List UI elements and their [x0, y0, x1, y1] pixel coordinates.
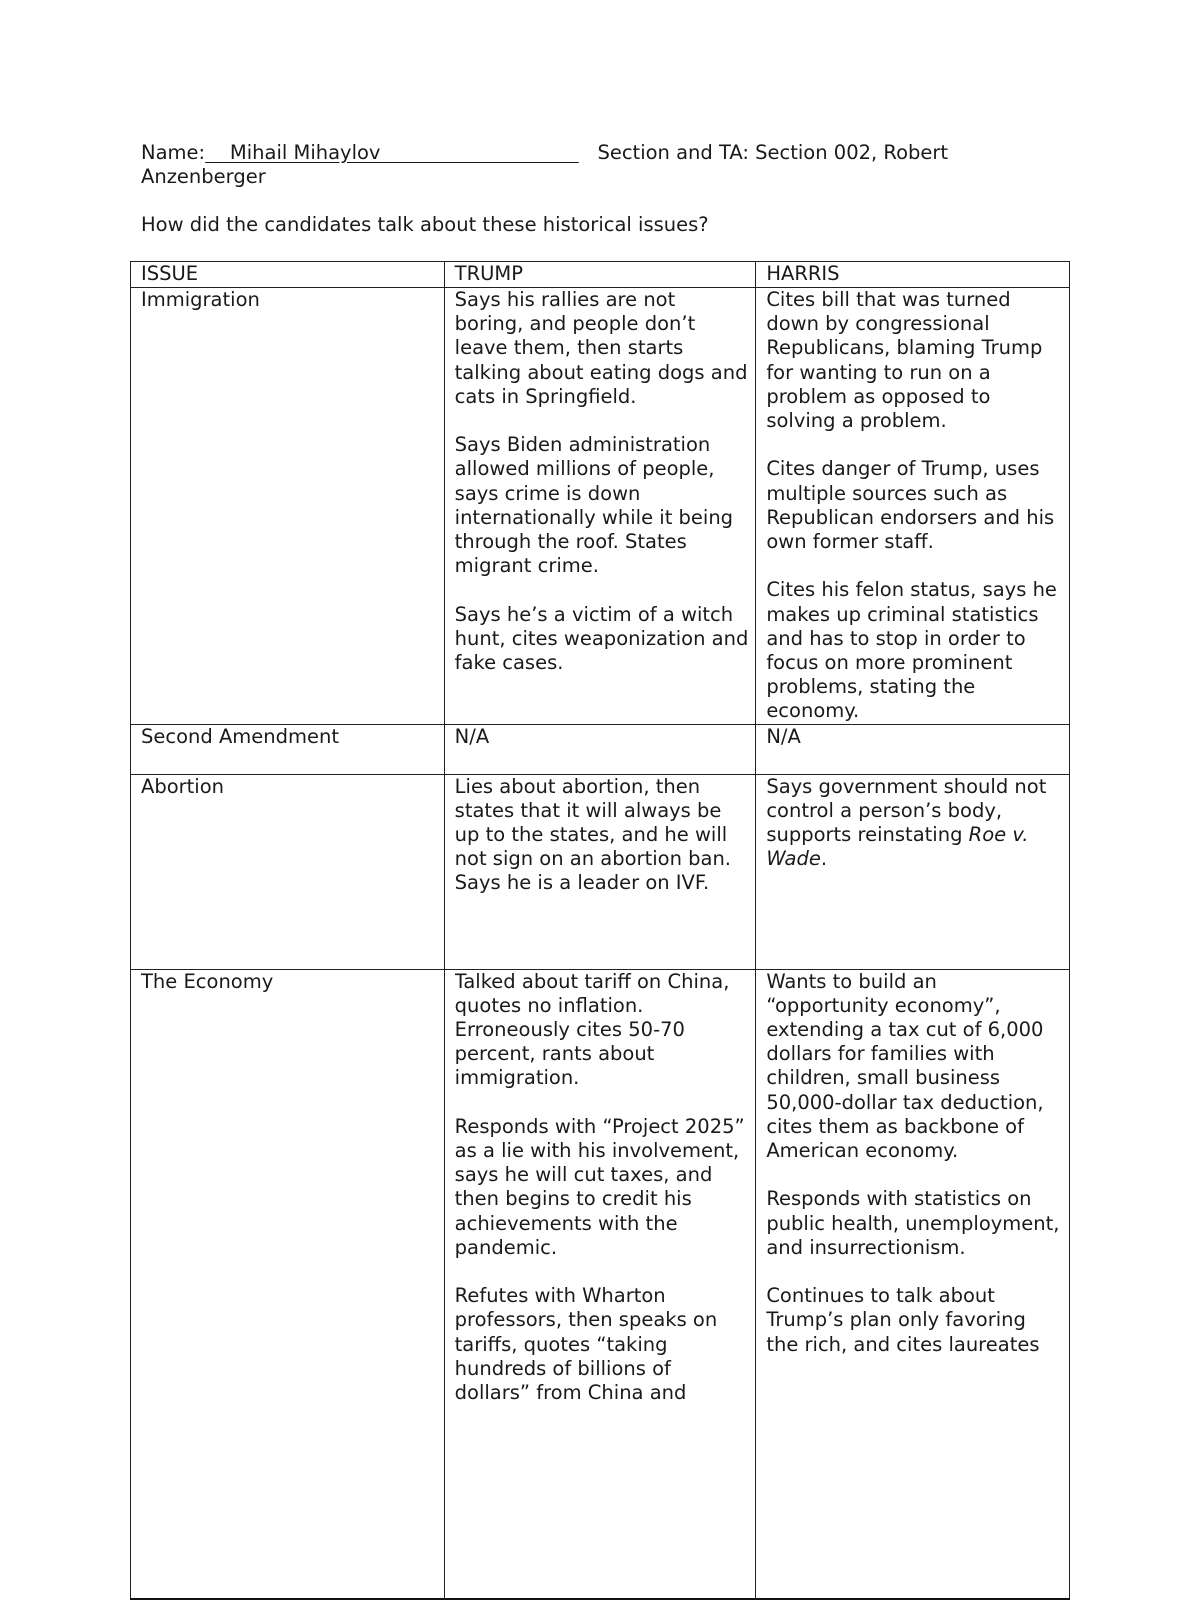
issue-cell: Abortion	[131, 774, 445, 969]
trump-cell	[444, 288, 756, 725]
harris-paragraph: Cites his felon status, says he makes up criminal statistics and has to stop in order to focus on more prominent problems, stating the economy.	[766, 578, 1057, 723]
issue-cell: Immigration	[131, 288, 445, 725]
trump-cell: N/A	[444, 724, 756, 774]
harris-cell	[756, 774, 1070, 969]
trump-cell	[444, 774, 756, 969]
harris-paragraph: Cites bill that was turned down by congressional Republicans, blaming Trump for wanting to run on a problem as opposed to solving a problem.	[766, 288, 1043, 433]
section-ta-continued: Anzenberger	[141, 165, 266, 188]
case-name: Roe v. Wade	[766, 823, 1029, 871]
harris-paragraph: Says government should not control a person’s body, supports reinstating Roe v. Wade.	[766, 774, 1047, 871]
issues-table	[130, 261, 1070, 1600]
table-row-second-amendment	[131, 724, 1070, 774]
harris-paragraph: Wants to build an “opportunity economy”, extending a tax cut of 6,000 dollars for families with children, small business 50,000-dollar tax deduction, cites them as backbone of American economy.	[766, 969, 1044, 1163]
issue-cell: The Economy	[131, 969, 445, 1599]
table-header-row	[131, 262, 1070, 288]
header-issue: ISSUE	[131, 262, 445, 288]
trump-paragraph: Refutes with Wharton professors, then speaks on tariffs, quotes “taking hundreds of billions of dollars” from China and	[454, 1284, 718, 1405]
section-ta: Section and TA: Section 002, Robert	[597, 141, 949, 164]
trump-paragraph: Talked about tariff on China, quotes no inflation. Erroneously cites 50-70 percent, rants about immigration.	[454, 969, 730, 1090]
table-row-abortion	[131, 774, 1070, 969]
trump-paragraph: Says Biden administration allowed millions of people, says crime is down internationally while it being through the roof. States migrant crime.	[454, 433, 734, 578]
harris-paragraph: Responds with statistics on public health, unemployment, and insurrectionism.	[766, 1187, 1060, 1259]
trump-paragraph: Says he’s a victim of a witch hunt, cites weaponization and fake cases.	[454, 602, 749, 675]
table-row-immigration	[131, 288, 1070, 725]
student-name: Mihail Mihaylov	[229, 141, 381, 164]
trump-paragraph: Lies about abortion, then states that it will always be up to the states, and he will not sign on an abortion ban. Says he is a leader on IVF.	[454, 774, 732, 895]
trump-paragraph: Says his rallies are not boring, and people don’t leave them, then starts talking about eating dogs and cats in Springfield.	[454, 288, 748, 408]
harris-cell	[756, 969, 1070, 1599]
name-label: Name:	[141, 141, 206, 164]
harris-paragraph: Continues to talk about Trump’s plan only favoring the rich, and cites laureates	[766, 1284, 1040, 1356]
harris-cell: N/A	[756, 724, 1070, 774]
trump-cell	[444, 969, 756, 1599]
table-row-economy	[131, 969, 1070, 1599]
question-prompt: How did the candidates talk about these historical issues?	[141, 213, 709, 236]
harris-cell	[756, 288, 1070, 725]
issue-cell: Second Amendment	[131, 724, 445, 774]
header-harris: HARRIS	[756, 262, 1070, 288]
harris-paragraph: Cites danger of Trump, uses multiple sources such as Republican endorsers and his own former staff.	[766, 457, 1055, 554]
trump-paragraph: Responds with “Project 2025” as a lie with his involvement, says he will cut taxes, and then begins to credit his achievements with the pandemic.	[454, 1114, 745, 1259]
header-line	[141, 141, 1061, 165]
header-trump: TRUMP	[444, 262, 756, 288]
